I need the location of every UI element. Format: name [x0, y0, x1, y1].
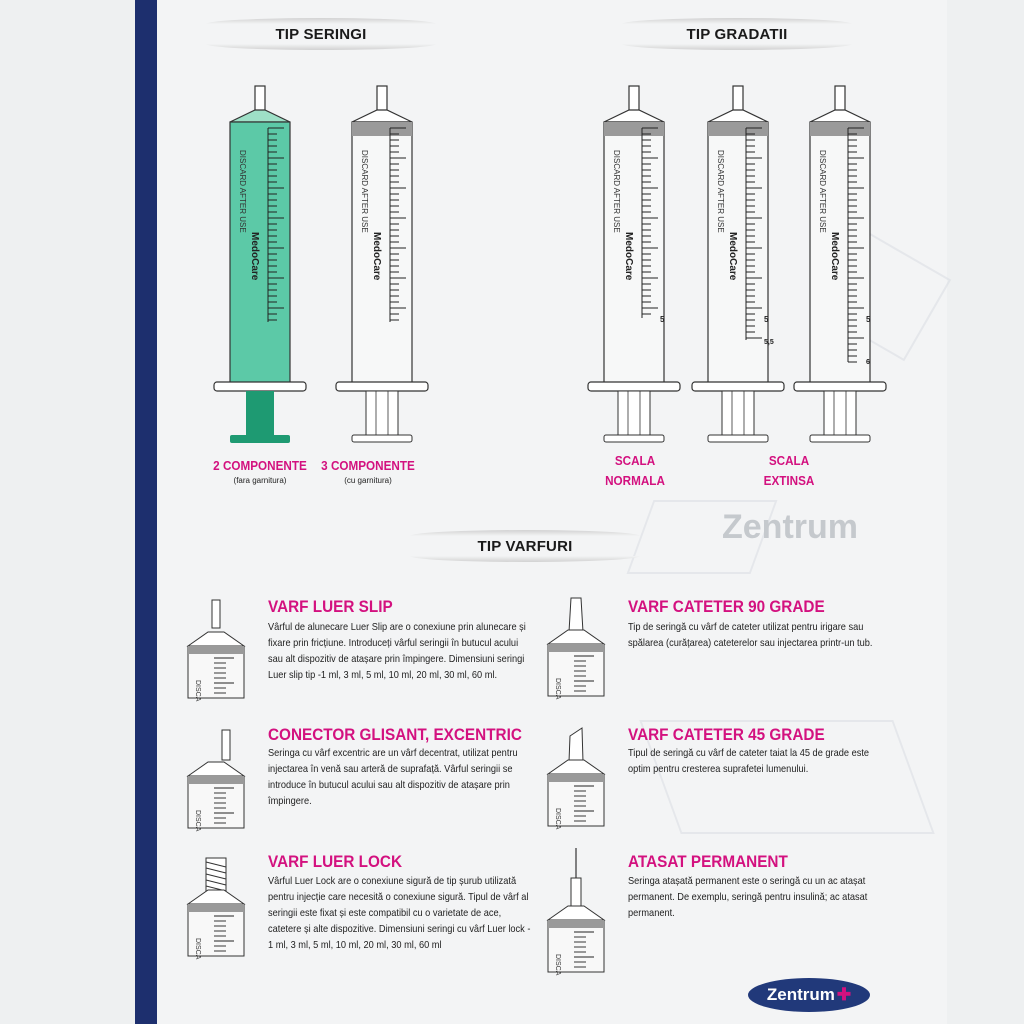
- scale-label: 5: [764, 315, 769, 324]
- discard-text: DISCARD AFTER USE: [818, 150, 827, 233]
- tip-excentric: [222, 730, 230, 760]
- mini-discard-text: DISCA: [194, 680, 201, 702]
- tip-cateter-45: [569, 728, 583, 762]
- mini-discard-text: DISCA: [194, 938, 201, 960]
- title-conector-glisant: CONECTOR GLISANT, EXCENTRIC: [268, 725, 522, 744]
- scale-label: 5,5: [764, 339, 774, 346]
- title-varf-cateter-90: VARF CATETER 90 GRADE: [628, 597, 825, 616]
- mini-plunger-seal: [548, 644, 604, 652]
- mini-discard-text: DISCA: [194, 810, 201, 832]
- zentrum-logo: [748, 978, 870, 1012]
- label-line-1: SCALA: [768, 453, 810, 468]
- tip-cateter-90: [569, 598, 583, 632]
- mini-syringe-luer-slip: [188, 600, 244, 702]
- mini-shoulder: [548, 760, 604, 774]
- brand-text: MedoCare: [371, 232, 382, 281]
- mini-syringe-excentric: [188, 730, 244, 832]
- title-varf-luer-slip: VARF LUER SLIP: [268, 597, 393, 616]
- mini-discard-text: DISCA: [554, 954, 561, 976]
- mini-shoulder: [188, 762, 244, 776]
- discard-text: DISCARD AFTER USE: [612, 150, 621, 233]
- mini-discard-text: DISCA: [554, 678, 561, 700]
- needle-hub: [571, 878, 581, 908]
- logo-text: Zentrum: [766, 985, 835, 1004]
- mini-syringe-luer-lock: [188, 858, 244, 960]
- scale-label: 5: [866, 315, 871, 324]
- plus-icon: ✚: [836, 985, 852, 1004]
- mini-syringe-cateter-45: [548, 728, 604, 830]
- zentrum-watermark: Zentrum: [722, 508, 858, 546]
- discard-text: DISCARD AFTER USE: [238, 150, 247, 233]
- sublabel-3-componente: (cu garnitura): [344, 476, 392, 485]
- title-atasat-permanent: ATASAT PERMANENT: [628, 852, 788, 871]
- mini-discard-text: DISCA: [554, 808, 561, 830]
- mini-plunger-seal: [188, 646, 244, 654]
- desc-varf-luer-lock: Vârful Luer Lock are o conexiune sigură de tip șurub utilizată pentru injecție care necesită o conexiune sigură. Tipul de vârf al seringii este fixat și este compatibil cu o varietate de ace, catetere și alte dispozitive. Dimensiuni seringi cu vârf Luer lock - 1 ml, 3 ml, 5 ml, 10 ml, 20 ml, 30 ml, 60 ml: [268, 875, 531, 951]
- mini-plunger-seal: [188, 776, 244, 784]
- scale-label: 5: [660, 315, 665, 324]
- label-line-1: SCALA: [614, 453, 656, 468]
- header-label: TIP SERINGI: [275, 25, 367, 43]
- label-line-2: EXTINSA: [763, 473, 815, 488]
- mini-plunger-seal: [548, 920, 604, 928]
- header-label: TIP VARFURI: [477, 537, 573, 555]
- desc-varf-cateter-90: Tip de seringă cu vârf de cateter utilizat pentru irigare sau spălarea (curățarea) cateterelor sau injectarea printr-un tub.: [628, 621, 873, 649]
- mini-plunger-seal: [188, 904, 244, 912]
- mini-syringe-atasat-permanent: [548, 848, 604, 976]
- mini-shoulder: [548, 906, 604, 920]
- desc-varf-luer-slip: Vârful de alunecare Luer Slip are o conexiune prin alunecare și fixare prin fricțiune. Introduceți vârful seringii în butucul acului sau alt dispozitiv de atașare prin împingere. Dimensiuni seringi Luer slip tip -1 ml, 3 ml, 5 ml, 10 ml, 20 ml, 30 ml, 60 ml.: [268, 621, 526, 681]
- brand-text: MedoCare: [727, 232, 738, 281]
- brand-text: MedoCare: [249, 232, 260, 281]
- header-label: TIP GRADATII: [686, 25, 788, 43]
- mini-plunger-seal: [548, 774, 604, 782]
- mini-shoulder: [548, 630, 604, 644]
- title-varf-cateter-45: VARF CATETER 45 GRADE: [628, 725, 825, 744]
- desc-varf-cateter-45: Tipul de seringă cu vârf de cateter taiat la 45 de grade este optim pentru cresterea suprafetei lumenului.: [628, 747, 870, 775]
- desc-atasat-permanent: Seringa atașată permanent este o seringă cu un ac atașat permanent. De exemplu, seringă pentru insulină; ac atasat permanent.: [628, 875, 868, 919]
- tip-luer-slip: [212, 600, 220, 628]
- mini-syringe-cateter-90: [548, 598, 604, 700]
- desc-conector-glisant: Seringa cu vârf excentric are un vârf decentrat, utilizat pentru injectarea în venă sau arteră de suprafață. Vârful seringii se introduce în butucul acului sau alt dispozitiv de atașare prin împingere.: [268, 747, 518, 807]
- discard-text: DISCARD AFTER USE: [360, 150, 369, 233]
- discard-text: DISCARD AFTER USE: [716, 150, 725, 233]
- title-varf-luer-lock: VARF LUER LOCK: [268, 852, 403, 871]
- brand-text: MedoCare: [829, 232, 840, 281]
- scale-label: 6: [866, 359, 870, 366]
- sublabel-2-componente: (fara garnitura): [233, 476, 287, 485]
- mini-shoulder: [188, 632, 244, 646]
- mini-shoulder: [188, 890, 244, 904]
- label-line-2: NORMALA: [605, 473, 665, 488]
- brand-text: MedoCare: [623, 232, 634, 281]
- label-2-componente: 2 COMPONENTE: [213, 458, 307, 473]
- label-3-componente: 3 COMPONENTE: [321, 458, 415, 473]
